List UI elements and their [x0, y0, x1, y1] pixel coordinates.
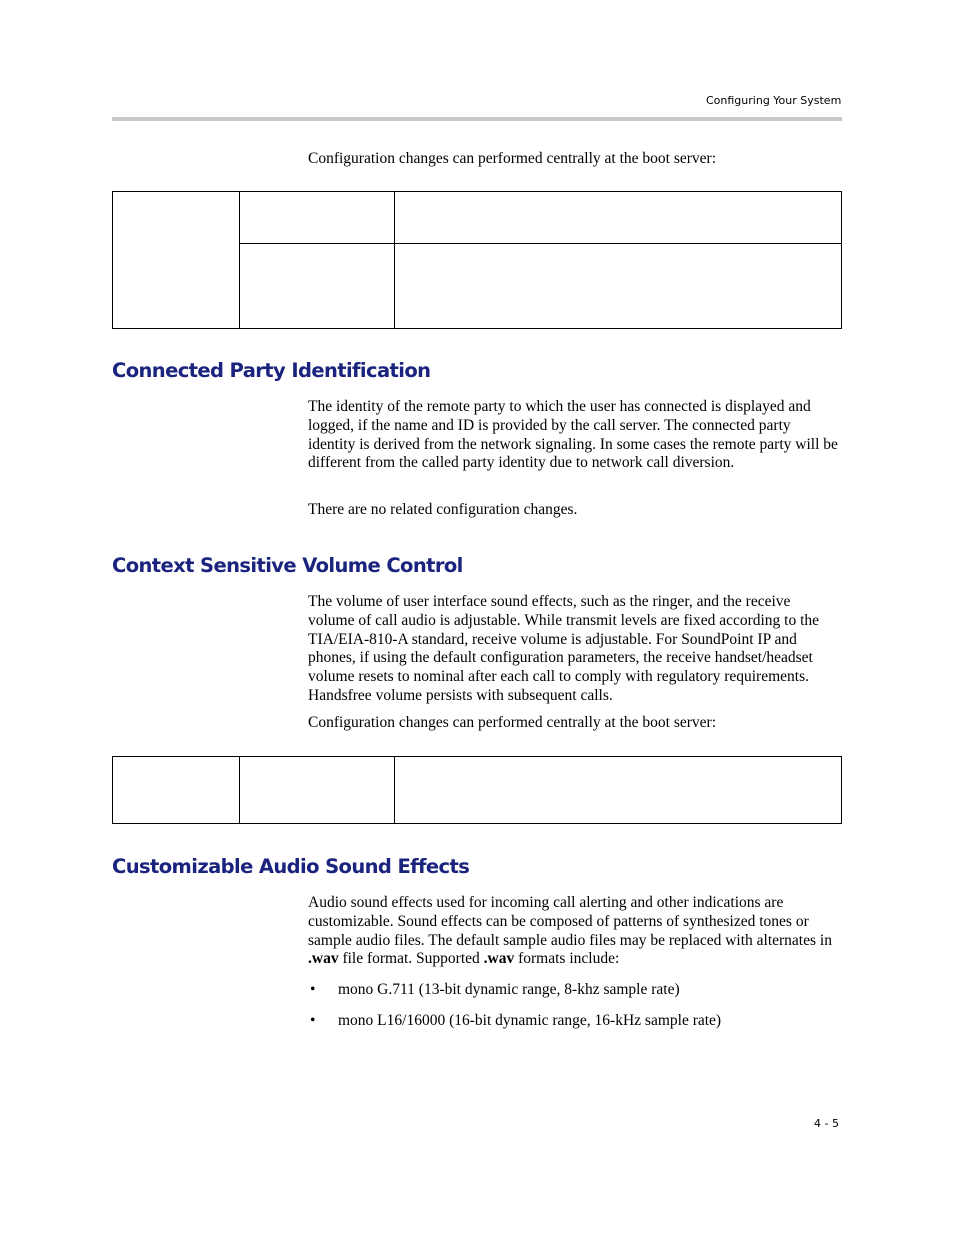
table-cell: [395, 192, 842, 244]
table-cell: [395, 757, 842, 824]
table-cell: [113, 192, 240, 329]
paragraph-text: Audio sound effects used for incoming call alerting and other indications are customizable. Sound effects can be composed of patterns of synthesized tones or sample audio files. The default sample audio files may be replaced with alternates in: [308, 894, 832, 949]
table-cell: [240, 757, 395, 824]
paragraph: [308, 894, 840, 969]
paragraph: The volume of user interface sound effects, such as the ringer, and the receive volume of call audio is adjustable. While transmit levels are fixed according to the TIA/EIA-810-A standard, receive volume is adjustable. For SoundPoint IP and phones, if using the default configuration parameters, the receive handset/headset volume resets to nominal after each call to comply with regulatory requirements. Handsfree volume persists with subsequent calls.: [308, 593, 820, 704]
bullet-icon: •: [310, 1012, 316, 1029]
table-cell: [395, 244, 842, 329]
wav-format-label: .wav: [483, 950, 515, 968]
paragraph: The identity of the remote party to which the user has connected is displayed and logged, if the name and ID is provided by the call server. The connected party identity is derived from the network signaling. In some cases the remote party will be different from the called party identity due to network call diversion.: [308, 398, 838, 472]
bullet-item: [310, 1012, 721, 1031]
config-note: Configuration changes can performed centrally at the boot server:: [308, 150, 717, 167]
section-heading: Customizable Audio Sound Effects: [112, 855, 470, 878]
bullet-text: mono L16/16000 (16-bit dynamic range, 16-kHz sample rate): [338, 1012, 722, 1029]
bullet-text: mono G.711 (13-bit dynamic range, 8-khz sample rate): [338, 981, 680, 998]
bullet-icon: •: [310, 981, 316, 998]
config-table-1: [112, 191, 842, 329]
running-header: Configuring Your System: [706, 94, 842, 107]
config-table-2: [112, 756, 842, 824]
section-heading: Context Sensitive Volume Control: [112, 554, 463, 577]
paragraph-text: formats include:: [518, 950, 620, 968]
bullet-item: [310, 981, 680, 1000]
table-cell: [113, 757, 240, 824]
wav-format-label: .wav: [308, 950, 339, 968]
paragraph: There are no related configuration changes.: [308, 501, 578, 518]
table-cell: [240, 192, 395, 244]
section-heading: Connected Party Identification: [112, 359, 431, 382]
paragraph: Configuration changes can performed centrally at the boot server:: [308, 714, 717, 731]
page-number: 4 - 5: [814, 1117, 839, 1130]
paragraph-text: file format. Supported: [342, 950, 480, 968]
header-rule: [112, 117, 842, 121]
table-cell: [240, 244, 395, 329]
